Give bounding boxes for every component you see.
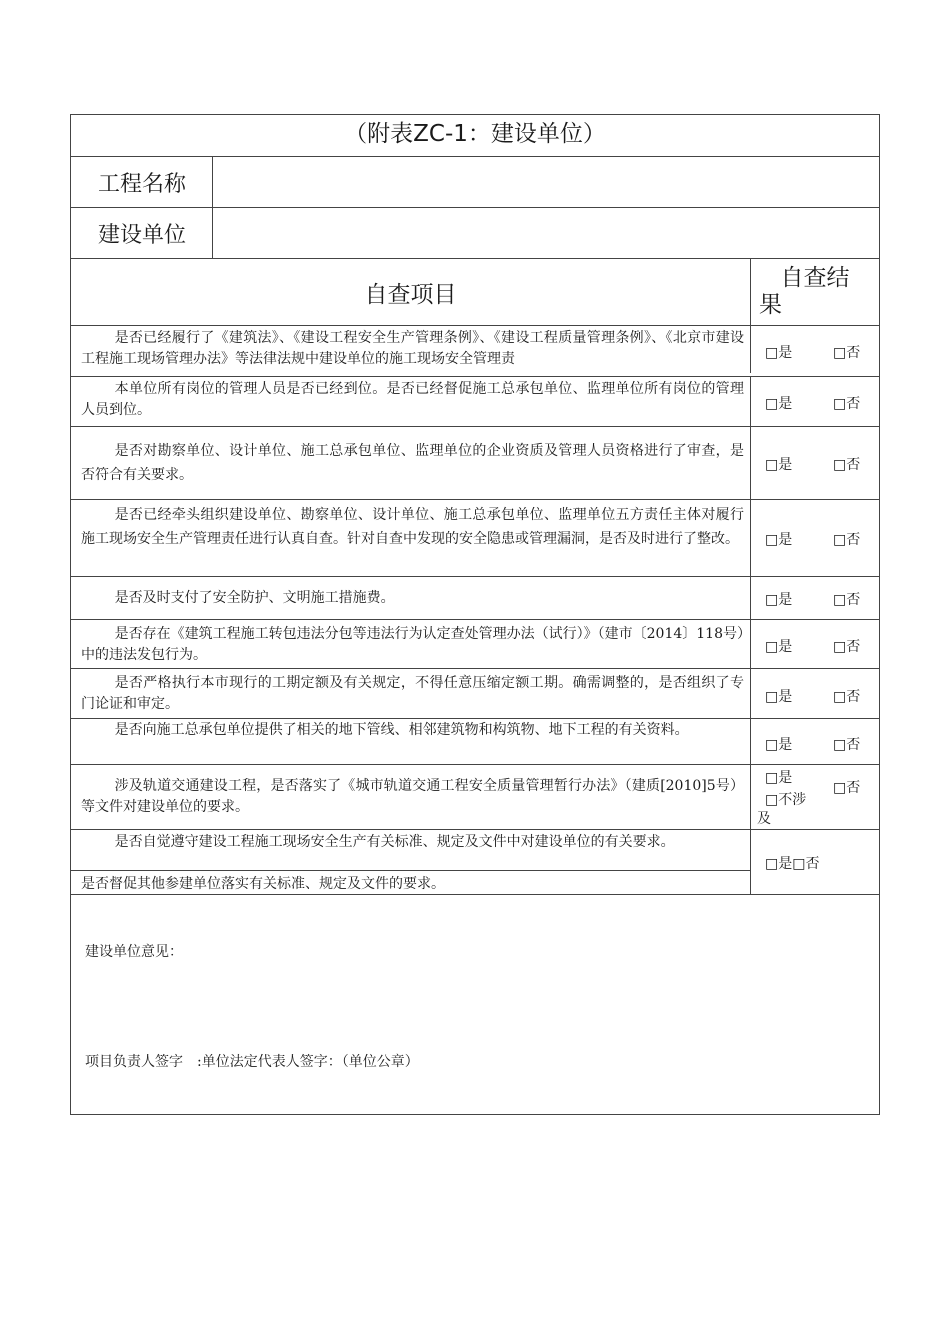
check-row bbox=[71, 325, 879, 376]
row-divider bbox=[71, 870, 751, 871]
result-header-line1: 自查结 bbox=[780, 265, 850, 291]
check-question: 是否已经牵头组织建设单位、勘察单位、设计单位、施工总承包单位、监理单位五方责任主体对履行施工现场安全生产管理责任进行认真自查。针对自查中发现的安全隐患或管理漏洞，是否及时进行了整改。 bbox=[71, 500, 751, 576]
check-question: 是否严格执行本市现行的工期定额及有关规定，不得任意压缩定额工期。确需调整的，是否组织了专门论证和审定。 bbox=[71, 669, 751, 718]
check-row bbox=[71, 619, 879, 668]
check-answer bbox=[751, 669, 879, 718]
compliance-check-row bbox=[71, 829, 879, 894]
no-checkbox[interactable]: □否 bbox=[833, 592, 861, 608]
check-row bbox=[71, 668, 879, 718]
project-name-row bbox=[71, 156, 879, 207]
check-answer bbox=[751, 377, 879, 426]
check-question: 是否已经履行了《建筑法》、《建设工程安全生产管理条例》、《建设工程质量管理条例》、《北京市建设工程施工现场管理办法》等法律法规中建设单位的施工现场安全管理责 bbox=[71, 326, 751, 373]
rail-check-question: 涉及轨道交通建设工程，是否落实了《城市轨道交通工程安全质量管理暂行办法》（建质[2010]5号）等文件对建设单位的要求。 bbox=[71, 765, 751, 829]
self-check-form bbox=[70, 114, 880, 1115]
no-checkbox[interactable]: □否 bbox=[833, 689, 861, 705]
check-answer bbox=[751, 427, 879, 499]
rail-check-row bbox=[71, 764, 879, 829]
check-answer bbox=[751, 620, 879, 668]
yes-checkbox[interactable]: □是 bbox=[765, 770, 793, 786]
no-checkbox[interactable]: □否 bbox=[833, 396, 861, 412]
check-row bbox=[71, 426, 879, 499]
not-applicable-label-tail: 及 bbox=[757, 811, 771, 827]
check-question: 本单位所有岗位的管理人员是否已经到位。是否已经督促施工总承包单位、监理单位所有岗位的管理人员到位。 bbox=[71, 377, 751, 426]
project-name-label: 工程名称 bbox=[71, 157, 213, 207]
compliance-question: 是否自觉遵守建设工程施工现场安全生产有关标准、规定及文件中对建设单位的有关要求。 bbox=[114, 834, 675, 850]
check-row bbox=[71, 576, 879, 619]
compliance-answer bbox=[751, 830, 879, 894]
yes-checkbox[interactable]: □是 bbox=[765, 689, 793, 705]
yes-checkbox[interactable]: □是 bbox=[765, 639, 793, 655]
yes-checkbox[interactable]: □是 bbox=[765, 457, 793, 473]
no-checkbox[interactable]: □否 bbox=[833, 532, 861, 548]
yes-checkbox[interactable]: □是 bbox=[765, 592, 793, 608]
yes-checkbox[interactable]: □是 bbox=[765, 345, 793, 361]
no-checkbox[interactable]: □否 bbox=[833, 780, 861, 796]
no-checkbox[interactable]: □否 bbox=[833, 737, 861, 753]
yes-checkbox[interactable]: □是 bbox=[765, 396, 793, 412]
form-title: （附表ZC-1：建设单位） bbox=[344, 121, 606, 147]
yes-no-checkboxes[interactable]: □是□否 bbox=[765, 856, 820, 872]
check-question: 是否及时支付了安全防护、文明施工措施费。 bbox=[71, 577, 751, 619]
project-name-field[interactable] bbox=[213, 157, 879, 207]
check-question: 是否向施工总承包单位提供了相关的地下管线、相邻建筑物和构筑物、地下工程的有关资料。 bbox=[71, 719, 751, 764]
check-answer bbox=[751, 500, 879, 576]
yes-checkbox[interactable]: □是 bbox=[765, 532, 793, 548]
unit-label: 建设单位 bbox=[71, 208, 213, 258]
check-question: 是否对勘察单位、设计单位、施工总承包单位、监理单位的企业资质及管理人员资格进行了审查，是否符合有关要求。 bbox=[71, 427, 751, 499]
check-row bbox=[71, 499, 879, 576]
check-answer bbox=[751, 326, 879, 376]
check-row bbox=[71, 718, 879, 764]
opinion-label: 建设单位意见： bbox=[85, 944, 183, 960]
signature-line: 项目负责人签字 :单位法定代表人签字：（单位公章） bbox=[85, 1054, 419, 1070]
rail-check-answer bbox=[751, 765, 879, 829]
result-header-line2: 果 bbox=[759, 292, 782, 318]
check-result-header bbox=[751, 259, 879, 325]
check-item-header: 自查项目 bbox=[71, 259, 751, 325]
opinion-section bbox=[71, 894, 879, 1116]
yes-checkbox[interactable]: □是 bbox=[765, 737, 793, 753]
table-header bbox=[71, 258, 879, 325]
not-applicable-checkbox[interactable]: □不涉 bbox=[765, 792, 807, 808]
check-answer bbox=[751, 719, 879, 764]
check-row bbox=[71, 376, 879, 426]
unit-field[interactable] bbox=[213, 208, 879, 258]
supervise-question: 是否督促其他参建单位落实有关标准、规定及文件的要求。 bbox=[81, 876, 445, 892]
check-answer bbox=[751, 577, 879, 619]
check-question: 是否存在《建筑工程施工转包违法分包等违法行为认定查处管理办法（试行）》（建市〔2014〕118号）中的违法发包行为。 bbox=[71, 620, 751, 668]
no-checkbox[interactable]: □否 bbox=[833, 345, 861, 361]
no-checkbox[interactable]: □否 bbox=[833, 457, 861, 473]
unit-row bbox=[71, 207, 879, 258]
no-checkbox[interactable]: □否 bbox=[833, 639, 861, 655]
